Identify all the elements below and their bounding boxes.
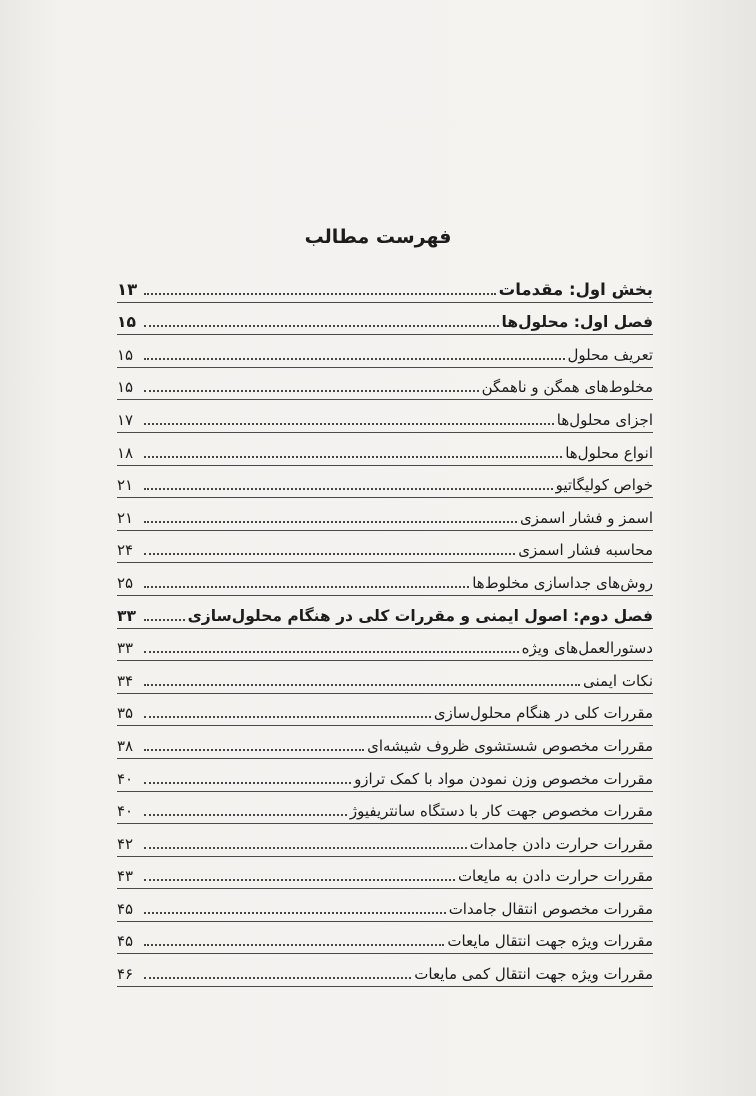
toc-page-number: ۱۳ (117, 279, 138, 299)
toc-chapter-entry (117, 303, 653, 336)
toc-entry-label: مقررات ویژه جهت انتقال مایعات (447, 932, 653, 951)
dot-leader (144, 390, 479, 392)
toc-entry-label: مقررات حرارت دادن به مایعات (457, 867, 653, 886)
toc-entry-label: مخلوط‌های همگن و ناهمگن (481, 378, 653, 397)
toc-entry (117, 922, 653, 955)
toc-entry-label: دستورالعمل‌های ویژه (521, 639, 653, 658)
dot-leader (144, 879, 455, 881)
toc-entry (117, 726, 653, 759)
toc-page-number: ۴۲ (117, 834, 134, 853)
toc-entry-label: خواص کولیگاتیو (555, 476, 653, 495)
toc-entry-label: مقررات مخصوص انتقال جامدات (448, 899, 653, 918)
dot-leader (144, 586, 469, 588)
toc-entry (117, 759, 653, 792)
dot-leader (144, 814, 347, 816)
toc-page-number: ۳۳ (117, 606, 136, 625)
toc-page-number: ۱۷ (117, 410, 134, 429)
toc-entry-label: مقررات حرارت دادن جامدات (469, 834, 653, 853)
dot-leader (144, 456, 562, 458)
dot-leader (144, 944, 444, 946)
toc-page-number: ۲۱ (117, 476, 134, 495)
dot-leader (144, 619, 185, 621)
dot-leader (144, 553, 515, 555)
toc-page-number: ۳۸ (117, 736, 134, 755)
dot-leader (144, 423, 554, 425)
toc-entry (117, 857, 653, 890)
toc-page-number: ۲۱ (117, 508, 134, 527)
toc-page-number: ۱۵ (117, 313, 136, 332)
toc-entry (117, 466, 653, 499)
toc-page-number: ۴۶ (117, 965, 134, 984)
dot-leader (144, 912, 446, 914)
toc-page-number: ۲۵ (117, 573, 134, 592)
toc-page-number: ۴۵ (117, 932, 134, 951)
toc-entry-label: روش‌های جداسازی مخلوط‌ها (472, 573, 653, 592)
toc-entry-label: مقررات ویژه جهت انتقال کمی مایعات (414, 965, 653, 984)
dot-leader (144, 293, 496, 295)
toc-page-number: ۳۳ (117, 639, 134, 658)
toc-entry (117, 498, 653, 531)
dot-leader (144, 749, 364, 751)
dot-leader (144, 521, 517, 523)
toc-entry (117, 661, 653, 694)
toc-entry (117, 889, 653, 922)
toc-page-number: ۱۸ (117, 443, 134, 462)
toc-page-number: ۲۴ (117, 541, 134, 560)
toc-entry-label: مقررات مخصوص شستشوی ظروف شیشه‌ای (367, 736, 653, 755)
toc-entry (117, 335, 653, 368)
toc-page-number: ۴۰ (117, 802, 134, 821)
toc-entry (117, 368, 653, 401)
toc-page-number: ۳۵ (117, 704, 134, 723)
toc-entry (117, 531, 653, 564)
page-title: فهرست مطالب (304, 226, 452, 248)
toc-entry (117, 954, 653, 987)
toc-part-entry (117, 270, 653, 303)
toc-page-number: ۴۳ (117, 867, 134, 886)
dot-leader (144, 977, 411, 979)
toc-entry (117, 792, 653, 825)
toc-entry-label: نکات ایمنی (583, 671, 653, 690)
dot-leader (144, 716, 431, 718)
toc-entry (117, 400, 653, 433)
toc-entry-label: اسمز و فشار اسمزی (519, 508, 653, 527)
toc-page-number: ۳۴ (117, 671, 134, 690)
toc-entry-label: اجزای محلول‌ها (556, 410, 653, 429)
toc-entry (117, 824, 653, 857)
toc-page-number: ۱۵ (117, 378, 134, 397)
dot-leader (144, 488, 553, 490)
dot-leader (144, 782, 351, 784)
toc-chapter-entry (117, 596, 653, 629)
toc-entry-label: محاسبه فشار اسمزی (518, 541, 653, 560)
toc-entry (117, 433, 653, 466)
dot-leader (144, 847, 467, 849)
toc-entry (117, 629, 653, 662)
toc-entry-label: تعریف محلول (567, 345, 653, 364)
toc-entry-label: مقررات مخصوص جهت کار با دستگاه سانتریفیوژ (349, 802, 653, 821)
toc-entry (117, 694, 653, 727)
dot-leader (144, 358, 565, 360)
toc-entry-label: مقررات مخصوص وزن نمودن مواد با کمک ترازو (354, 769, 653, 788)
toc-entry-label: مقررات کلی در هنگام محلول‌سازی (433, 704, 653, 723)
dot-leader (144, 325, 499, 327)
dot-leader (144, 651, 519, 653)
toc-page-number: ۱۵ (117, 345, 134, 364)
toc-page-number: ۴۵ (117, 899, 134, 918)
toc-entry-label: بخش اول: مقدمات (498, 279, 653, 299)
toc-page-number: ۴۰ (117, 769, 134, 788)
table-of-contents (117, 270, 653, 987)
toc-entry-label: فصل دوم: اصول ایمنی و مقررات کلی در هنگام محلول‌سازی (187, 606, 653, 625)
toc-entry-label: انواع محلول‌ها (565, 443, 653, 462)
dot-leader (144, 684, 580, 686)
toc-entry-label: فصل اول: محلول‌ها (501, 313, 653, 332)
toc-entry (117, 563, 653, 596)
